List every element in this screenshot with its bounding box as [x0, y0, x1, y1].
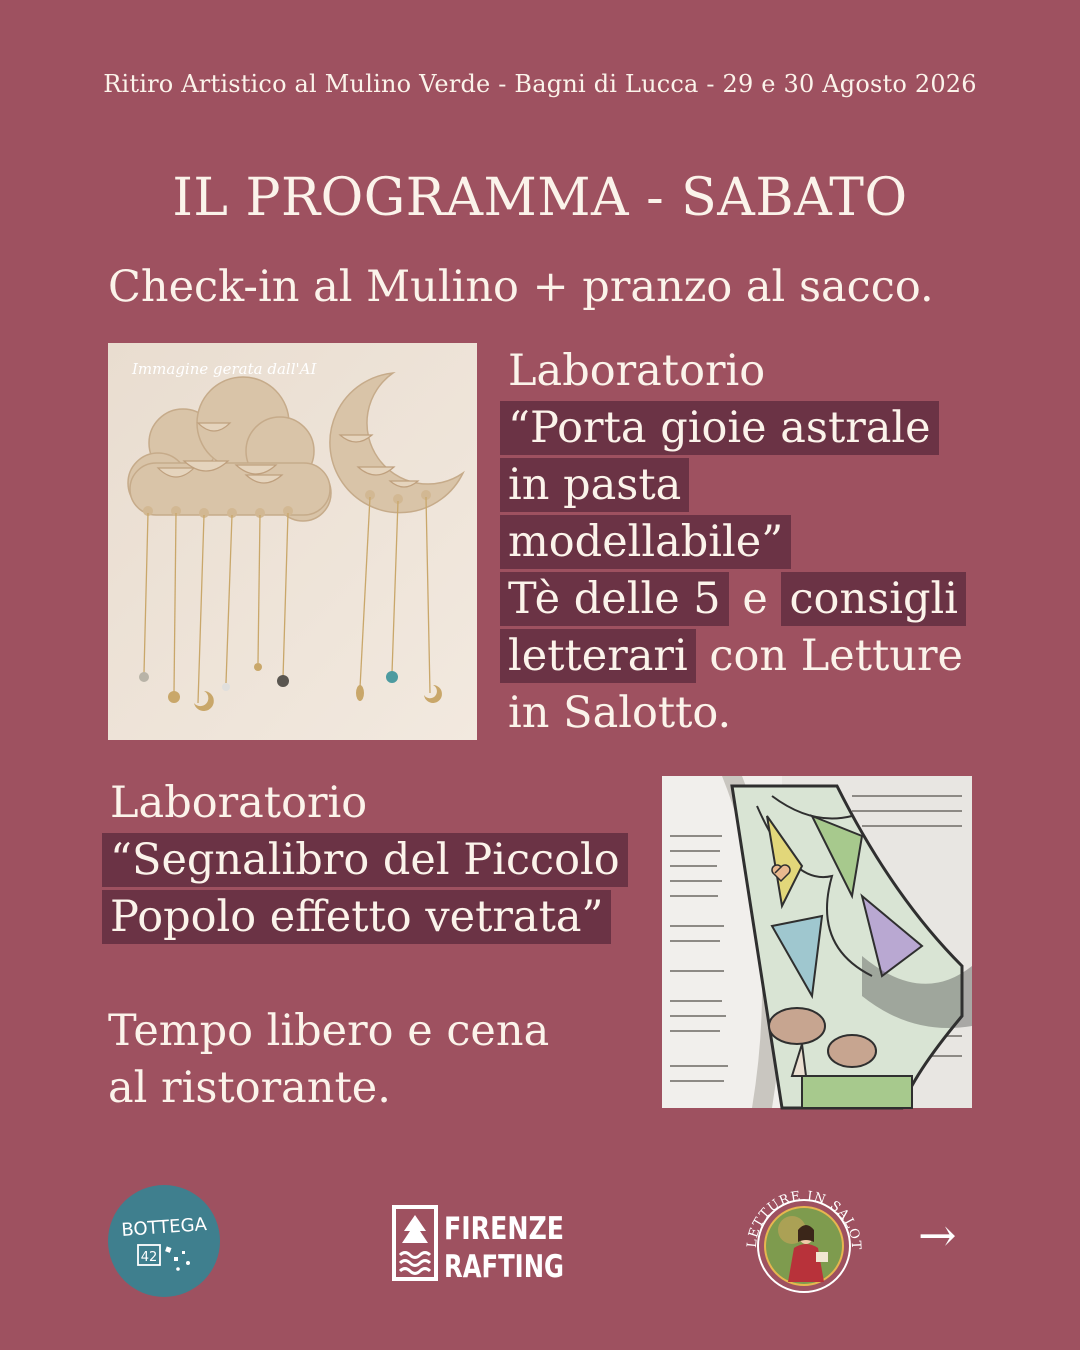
tea-highlight-3: letterari — [500, 629, 696, 683]
workshop-1-label: Laboratorio — [508, 346, 766, 396]
tea-text-1: e — [728, 574, 782, 624]
bottega-logo-word: BOTTEGA — [120, 1214, 208, 1241]
page-title: IL PROGRAMMA - SABATO — [172, 168, 908, 228]
ai-image-caption: Immagine gerata dall'AI — [132, 360, 317, 378]
tea-highlight-1: Tè delle 5 — [500, 572, 729, 626]
workshop-1-title-line1: “Porta gioie astrale — [500, 401, 939, 455]
workshop-1-title-line2: in pasta modellabile” — [500, 458, 791, 569]
event-header: Ritiro Artistico al Mulino Verde - Bagni di Lucca - 29 e 30 Agosto 2026 — [103, 70, 977, 98]
checkin-text: Check-in al Mulino + pranzo al sacco. — [108, 262, 934, 312]
tea-paragraph — [508, 571, 968, 742]
letture-ring-text: LETTURE IN SALOT — [744, 1188, 864, 1252]
firenze-rafting-logo-mark — [392, 1205, 567, 1285]
workshop-2-title-line1: “Segnalibro del Piccolo — [102, 833, 628, 887]
jewelry-holder-photo — [108, 343, 477, 740]
bookmark-photo — [662, 776, 972, 1108]
bottega-42-logo — [108, 1185, 220, 1297]
tea-highlight-2: consigli — [781, 572, 966, 626]
firenze-rafting-word2: RAFTING — [444, 1249, 564, 1285]
next-arrow-icon[interactable]: → — [918, 1208, 957, 1262]
free-time-paragraph — [108, 1003, 588, 1117]
free-time-line1: Tempo libero e cena — [108, 1006, 550, 1056]
jewelry-holder-illustration — [108, 343, 477, 740]
bottega-42-logo-mark — [108, 1185, 220, 1297]
workshop-2-label: Laboratorio — [110, 778, 368, 828]
letture-in-salotto-logo-mark — [734, 1168, 874, 1308]
workshop-2-title-line2: Popolo effetto vetrata” — [102, 890, 611, 944]
firenze-rafting-logo — [392, 1205, 567, 1285]
firenze-rafting-word1: FIRENZE — [444, 1211, 564, 1247]
bottega-logo-number: 42 — [140, 1250, 158, 1265]
tea-text-2: con Letture — [695, 631, 963, 681]
bookmark-illustration — [662, 776, 972, 1108]
tea-text-3: in Salotto. — [508, 688, 732, 738]
free-time-line2: al ristorante. — [108, 1063, 391, 1113]
letture-in-salotto-logo — [734, 1168, 874, 1308]
workshop-1-title — [508, 400, 978, 571]
workshop-2-title — [110, 832, 630, 946]
